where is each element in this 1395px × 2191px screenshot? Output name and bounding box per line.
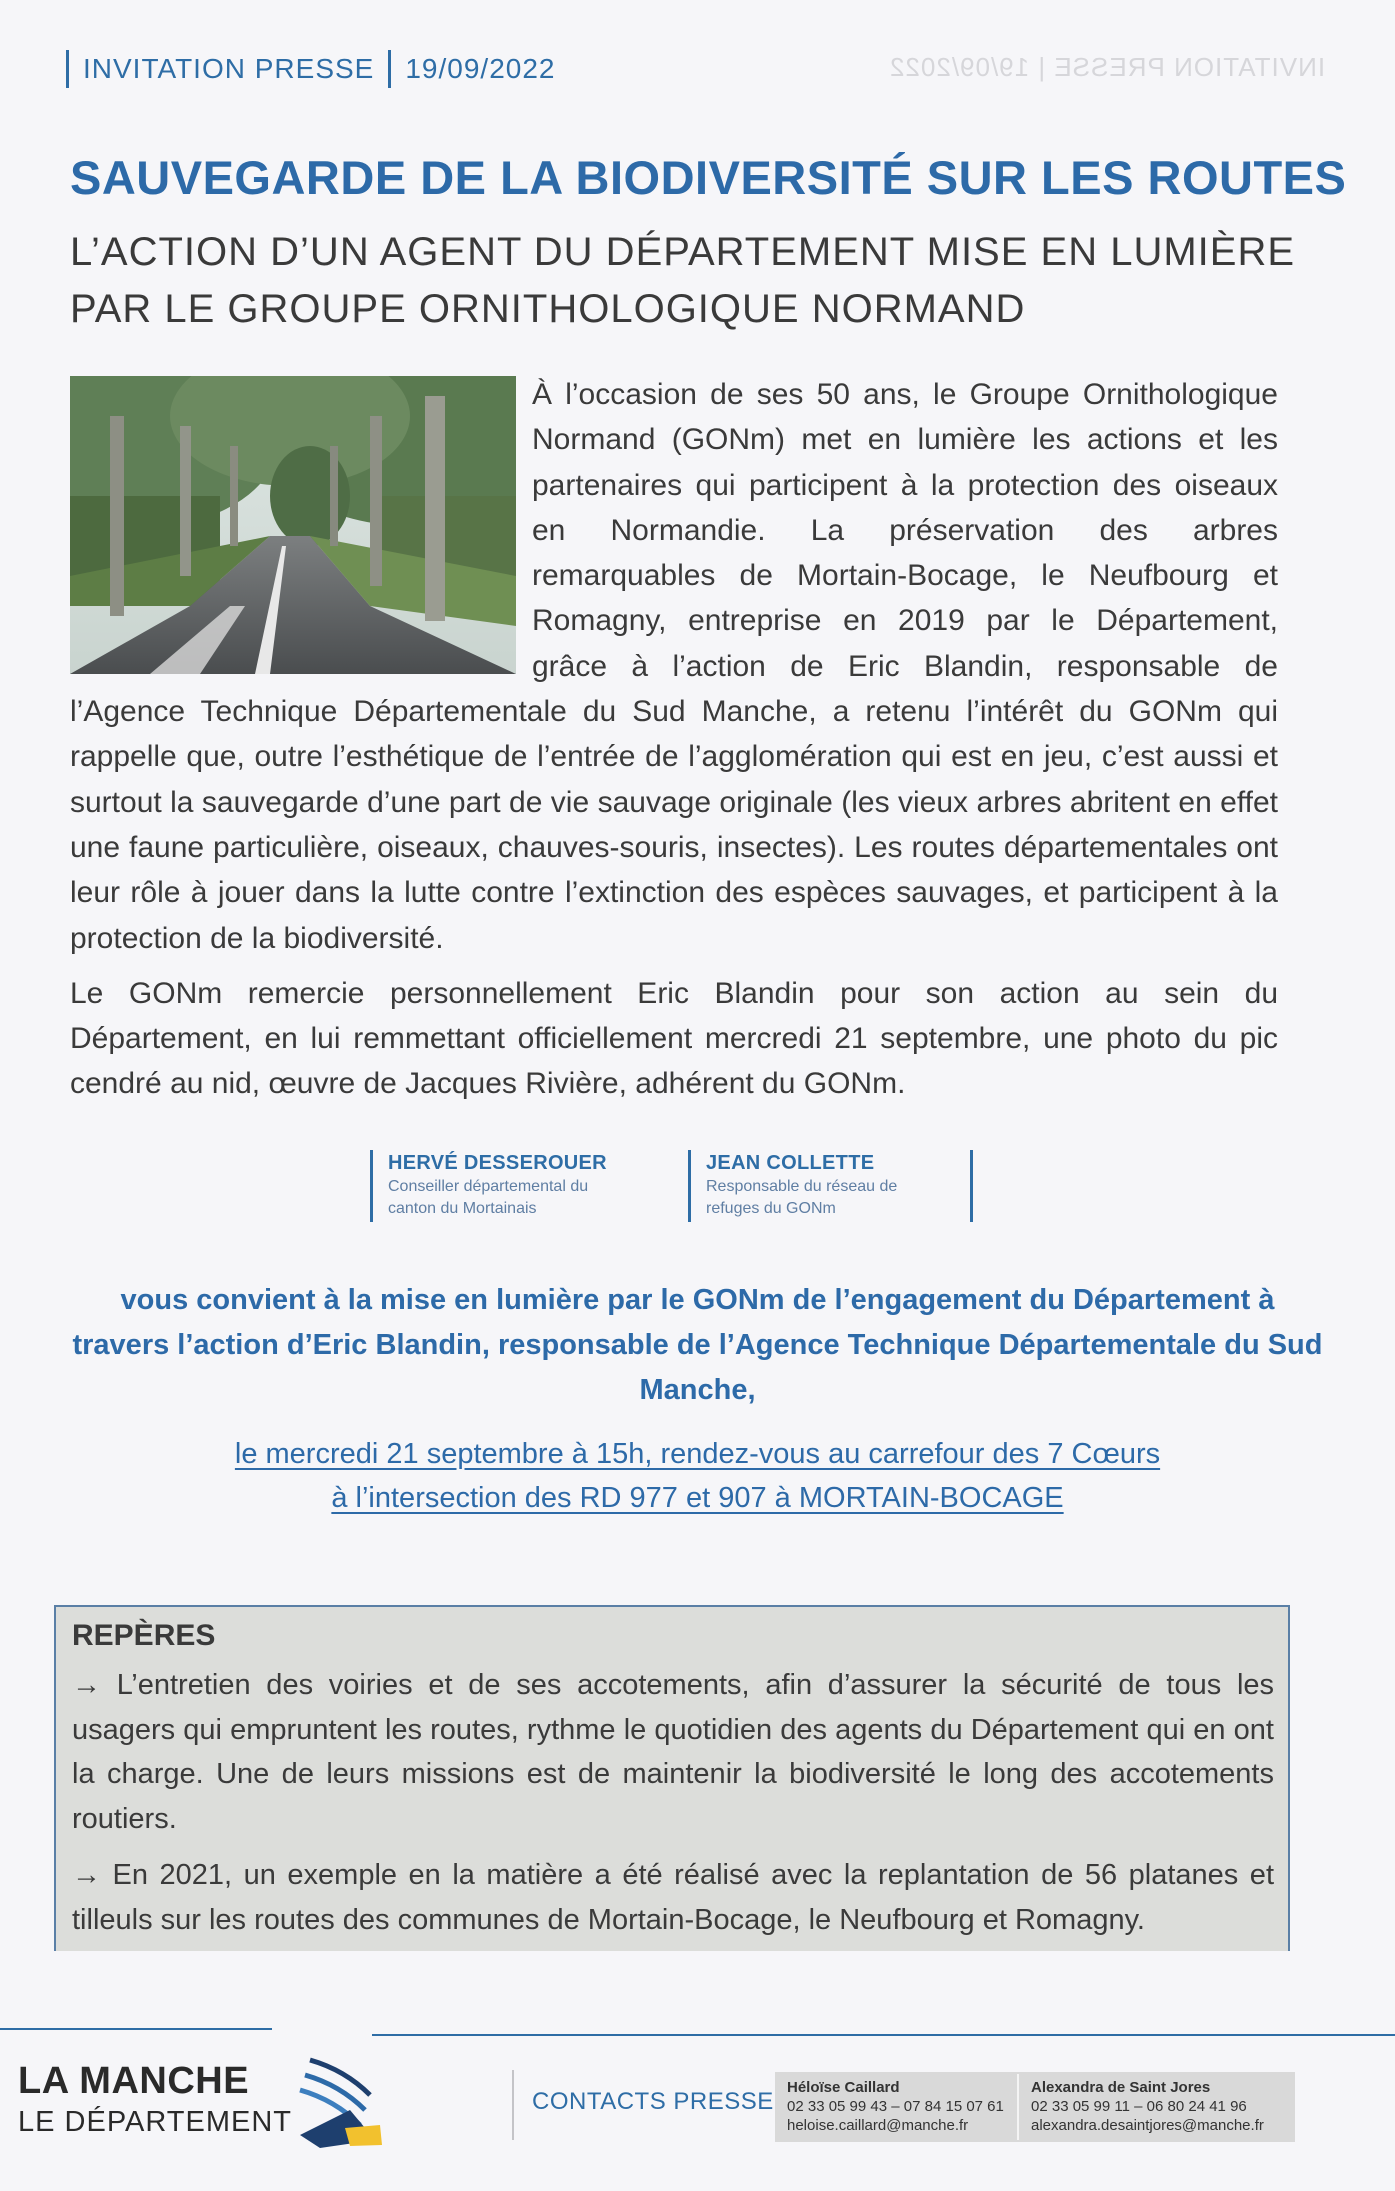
contact-name: Héloïse Caillard — [787, 2079, 900, 2096]
reperes-item: → En 2021, un exemple en la matière a été réalisé avec la replantation de 56 platanes et tilleuls sur les routes des communes de Mortain-Bocage, le Neufbourg et Romagny. — [72, 1859, 1274, 1936]
contacts-label: CONTACTS PRESSE — [532, 2088, 774, 2115]
reperes-box — [54, 1605, 1290, 1951]
signatory-collette — [688, 1150, 897, 1222]
show-through-text: INVITATION PRESSE | 19/09/2022 — [888, 52, 1325, 82]
meeting-line: le mercredi 21 septembre à 15h, rendez-vous au carrefour des 7 Cœurs — [234, 1438, 1161, 1470]
arrow-icon: → — [72, 1669, 101, 1701]
photo-spacer — [70, 372, 532, 678]
signatory-role: Responsable du réseau de — [706, 1178, 898, 1195]
footer-rule — [372, 2034, 1395, 2036]
signatory-role: canton du Mortainais — [388, 1200, 537, 1217]
footer-divider — [512, 2070, 514, 2140]
arrow-icon: → — [72, 1859, 101, 1891]
header-date: 19/09/2022 — [405, 53, 556, 84]
logo-subtext: LE DÉPARTEMENT — [18, 2106, 292, 2138]
meeting-details — [70, 1432, 1325, 1520]
contact-email[interactable]: alexandra.desaintjores@manche.fr — [1031, 2117, 1264, 2134]
footer-rule — [0, 2028, 272, 2030]
reperes-item: → L’entretien des voiries et de ses accotements, afin d’assurer la sécurité de tous les usagers qui empruntent les routes, rythme le quotidien des agents du Département qui en ont la charge. Une de leurs missions est de maintenir la biodiversité le long des accotements routiers. — [72, 1669, 1275, 1835]
logo-text: LA MANCHE — [18, 2060, 250, 2102]
article-paragraph: Le GONm remercie personnellement Eric Blandin pour son action au sein du Département, en lui remmettant officiellement mercredi 21 septembre, une photo du pic cendré au nid, œuvre de Jacques Rivière, adhérent du GONm. — [70, 976, 1278, 1101]
contact-name: Alexandra de Saint Jores — [1031, 2079, 1211, 2096]
article-paragraph: À l’occasion de ses 50 ans, le Groupe Ornithologique Normand (GONm) met en lumière les actions et les partenaires qui participent à la protection des oiseaux en Normandie. La préservation des arbres remarquables de Mortain-Bocage, le Neufbourg et Romagny, entreprise en 2019 par le Département, grâce à l’action de Eric Blandin, responsable de l’Agence Technique Départementale du Sud Manche, a retenu l’intérêt du GONm qui rappelle que, outre l’esthétique de l’entrée de l’agglomération qui est en jeu, c’est aussi et surtout la sauvegarde d’une part de vie sauvage originale (les vieux arbres abritent en effet une faune particulière, oiseaux, chauves-souris, insectes). Les routes départementales ont leur rôle à jouer dans la lutte contre l’extinction des espèces sauvages, et participent à la protection de la biodiversité. — [70, 372, 1278, 961]
header-label: INVITATION PRESSE — [83, 53, 375, 84]
la-manche-logo-icon — [290, 2040, 390, 2150]
signatory-desserouer — [370, 1150, 607, 1222]
invitation-text: vous convient à la mise en lumière par le GONm de l’engagement du Département à travers l’action d’Eric Blandin, responsable de l’Agence Technique Départementale du Sud Manche, — [72, 1284, 1323, 1406]
contact-phones: 02 33 05 99 11 – 06 80 24 41 96 — [1031, 2098, 1247, 2115]
contact-email[interactable]: heloise.caillard@manche.fr — [787, 2117, 969, 2134]
meeting-line: à l’intersection des RD 977 et 907 à MORTAIN-BOCAGE — [331, 1482, 1064, 1514]
signatory-divider — [970, 1150, 973, 1222]
press-header — [66, 50, 569, 88]
contact-card — [1019, 2072, 1295, 2142]
signatory-role: refuges du GONm — [706, 1200, 836, 1217]
page-subtitle: L’ACTION D’UN AGENT DU DÉPARTEMENT MISE EN LUMIÈRE PAR LE GROUPE ORNITHOLOGIQUE NORMAND — [70, 230, 1296, 331]
contact-card — [775, 2072, 1019, 2142]
article-body — [70, 372, 1278, 1107]
signatory-name: JEAN COLLETTE — [706, 1152, 875, 1174]
signatory-role: Conseiller départemental du — [388, 1178, 589, 1195]
signatory-name: HERVÉ DESSEROUER — [388, 1152, 607, 1174]
reperes-title: REPÈRES — [72, 1619, 216, 1652]
page-title: SAUVEGARDE DE LA BIODIVERSITÉ SUR LES ROUTES — [70, 151, 1347, 204]
contact-phones: 02 33 05 99 43 – 07 84 15 07 61 — [787, 2098, 1004, 2115]
